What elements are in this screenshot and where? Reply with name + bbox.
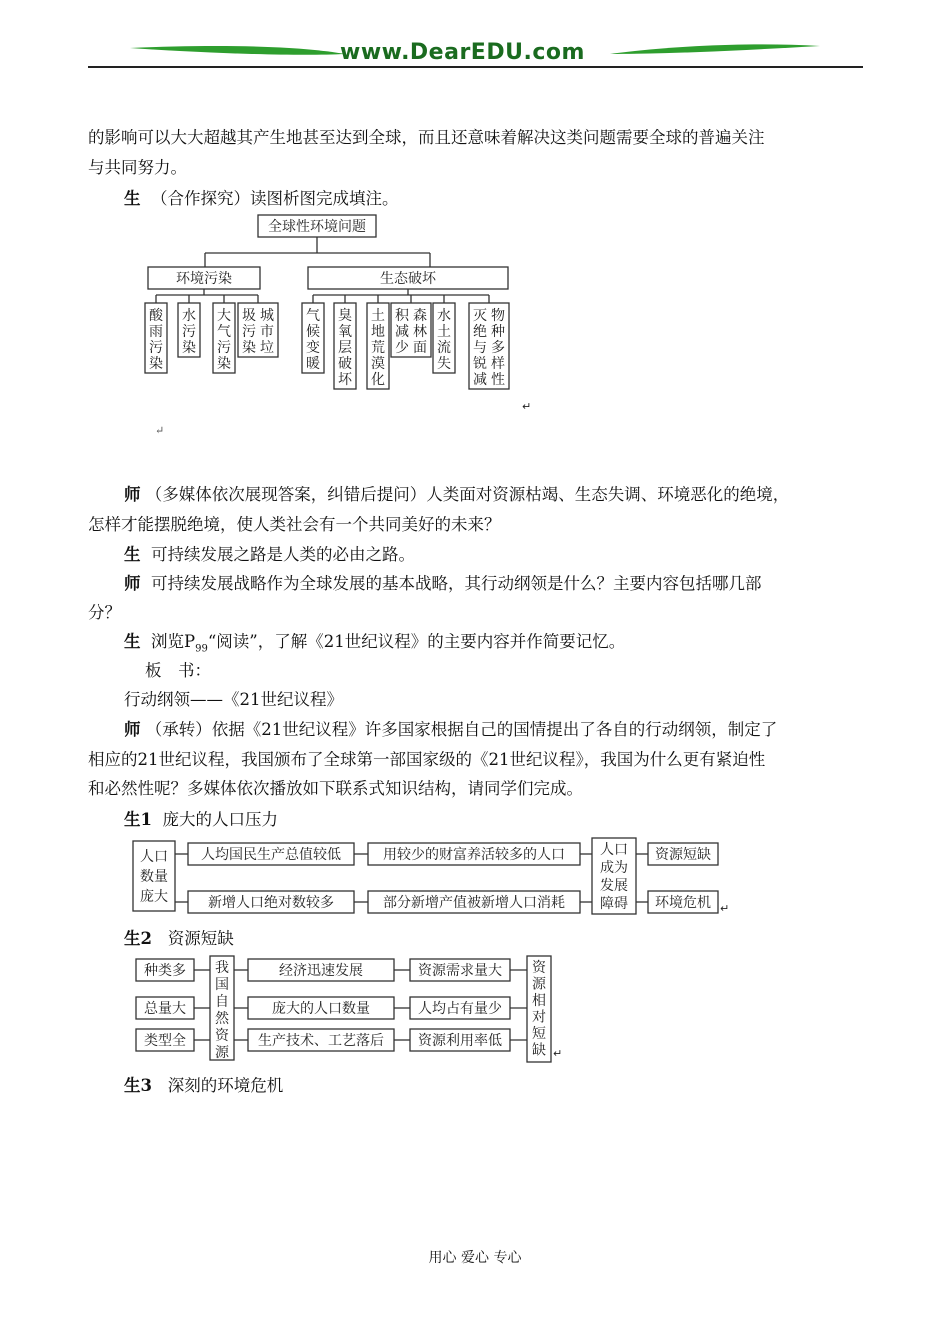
svg-text:土: 土 — [371, 308, 385, 324]
svg-text:地: 地 — [371, 324, 385, 340]
svg-text:氧: 氧 — [338, 324, 352, 340]
student-a1: 生 可持续发展之路是人类的必由之路。 — [124, 545, 415, 564]
svg-text:样: 样 — [491, 356, 505, 372]
svg-text:↵: ↵ — [553, 1047, 563, 1060]
svg-text:面: 面 — [413, 340, 427, 356]
teacher-q2-line2: 分？ — [88, 603, 121, 622]
svg-text:污: 污 — [217, 340, 231, 356]
svg-text:自: 自 — [215, 994, 229, 1010]
diagram1-root: 全球性环境问题 — [268, 219, 366, 235]
svg-text:失: 失 — [437, 356, 451, 372]
diagram1-leaf-物种多样性灭绝与锐减-col2 — [473, 308, 487, 388]
diagram1-branch1: 环境污染 — [176, 271, 232, 287]
svg-text:少: 少 — [395, 340, 409, 356]
teacher-q2-line1: 师 可持续发展战略作为全球发展的基本战略，其行动纲领是什么？主要内容包括哪几部 — [124, 574, 762, 593]
diagram1-leaf-森林面积减少-col2 — [395, 308, 410, 356]
svg-text:物: 物 — [491, 308, 505, 324]
diagram2-top1: 人均国民生产总值较低 — [201, 847, 341, 863]
svg-text:染: 染 — [217, 356, 231, 372]
svg-text:对: 对 — [532, 1009, 546, 1026]
diagram3-cause: 生产技术、工艺落后 — [258, 1033, 384, 1049]
diagram1-leaf-土地荒漠化 — [371, 307, 385, 388]
svg-text:漠: 漠 — [371, 356, 385, 372]
svg-text:水: 水 — [182, 308, 196, 324]
diagram2-middle-line: 障碍 — [600, 896, 628, 912]
svg-text:染: 染 — [149, 356, 163, 372]
diagram2-top2: 用较少的财富养活较多的人口 — [383, 847, 565, 863]
svg-text:破: 破 — [338, 356, 352, 372]
board-line: 行动纲领——《21世纪议程》 — [124, 690, 343, 709]
svg-text:荒: 荒 — [371, 340, 385, 356]
diagram1-leaf-城市垃圾污染-col2 — [242, 307, 256, 356]
svg-text:圾: 圾 — [242, 308, 256, 324]
return-mark: ↵ — [155, 424, 165, 437]
svg-text:森: 森 — [413, 308, 427, 324]
svg-text:源: 源 — [532, 976, 546, 993]
diagram2-result1: 资源短缺 — [655, 847, 711, 863]
diagram3-trait: 类型全 — [144, 1033, 186, 1049]
svg-text:层: 层 — [338, 340, 352, 356]
diagram2-bot1: 新增人口绝对数较多 — [208, 895, 334, 911]
student-a2: 生 浏览$P_{99}“$阅读”，了解《21世纪议程》的主要内容并作简要记忆。 — [124, 632, 626, 655]
svg-text:减: 减 — [473, 372, 487, 388]
header-rule — [88, 66, 863, 68]
sheng3-heading: 生3 深刻的环境危机 — [124, 1076, 284, 1095]
diagram3-center — [215, 960, 230, 1061]
diagram3-trait: 种类多 — [144, 963, 186, 979]
diagram3-effect: 人均占有量少 — [418, 1001, 502, 1017]
svg-text:多: 多 — [491, 340, 505, 356]
diagram3-effect: 资源需求量大 — [418, 963, 502, 979]
diagram2-left-line: 人口 — [140, 849, 168, 865]
diagram2-left-line: 数量 — [140, 869, 168, 885]
svg-text:污: 污 — [149, 340, 163, 356]
teacher-transition-line3: 和必然性呢？多媒体依次播放如下联系式知识结构，请同学们完成。 — [88, 779, 583, 798]
teacher-q1-line2: 怎样才能摆脱绝境，使人类社会有一个共同美好的未来？ — [88, 515, 501, 534]
sheng1-heading: 生1 庞大的人口压力 — [124, 810, 278, 829]
svg-text:气: 气 — [217, 324, 231, 340]
svg-text:化: 化 — [371, 372, 385, 388]
svg-text:流: 流 — [437, 340, 451, 356]
svg-text:然: 然 — [215, 1011, 229, 1027]
diagram2-bot2: 部分新增产值被新增人口消耗 — [383, 895, 565, 911]
svg-text:垃: 垃 — [260, 340, 274, 356]
board-label: 板 书： — [145, 661, 211, 680]
svg-text:染: 染 — [182, 340, 196, 356]
environment-problems-diagram — [140, 210, 540, 440]
svg-text:灭: 灭 — [473, 308, 487, 324]
svg-text:大: 大 — [217, 308, 231, 324]
svg-text:资: 资 — [532, 960, 546, 976]
diagram1-leaf-水土流失 — [437, 307, 451, 372]
diagram1-leaf-气候变暖 — [306, 308, 320, 372]
diagram2-middle-line: 成为 — [600, 860, 628, 876]
diagram3-result — [532, 960, 547, 1059]
diagram1-leaf-物种多样性灭绝与锐减-col1 — [491, 307, 505, 388]
svg-text:性: 性 — [491, 372, 505, 388]
diagram1-leaf-大气污染 — [217, 307, 231, 372]
svg-text:↵: ↵ — [522, 400, 532, 413]
svg-text:短: 短 — [532, 1026, 546, 1042]
diagram3-effect: 资源利用率低 — [418, 1033, 502, 1049]
diagram1-leaf-酸雨污染 — [149, 308, 164, 372]
svg-text:污: 污 — [242, 324, 256, 340]
svg-text:资: 资 — [215, 1028, 229, 1044]
svg-text:源: 源 — [215, 1045, 229, 1061]
teacher-q1-line1: 师 （多媒体依次展现答案，纠错后提问）人类面对资源枯竭、生态失调、环境恶化的绝境， — [124, 485, 790, 504]
site-logo[interactable]: www.DearEDU.com — [340, 40, 585, 65]
svg-text:锐: 锐 — [473, 356, 487, 372]
svg-text:与: 与 — [473, 340, 487, 356]
svg-text:土: 土 — [437, 324, 451, 340]
diagram3-cause: 庞大的人口数量 — [272, 1001, 370, 1017]
svg-text:绝: 绝 — [473, 324, 487, 340]
svg-text:暖: 暖 — [306, 356, 320, 372]
cooperate-line: 生 （合作探究）读图析图完成填注。 — [124, 189, 399, 208]
diagram1-leaf-森林面积减少-col1 — [413, 307, 427, 356]
diagram3-cause: 经济迅速发展 — [279, 963, 363, 979]
svg-text:种: 种 — [491, 324, 505, 340]
svg-text:雨: 雨 — [149, 324, 163, 340]
svg-text:坏: 坏 — [338, 372, 352, 388]
diagram3-trait: 总量大 — [144, 1001, 186, 1017]
diagram2-left-line: 庞大 — [140, 889, 168, 905]
diagram1-leaf-臭氧层破坏 — [338, 308, 353, 388]
svg-text:积: 积 — [395, 308, 409, 324]
svg-text:相: 相 — [532, 993, 546, 1009]
svg-text:市: 市 — [260, 324, 274, 340]
diagram1-leaf-城市垃圾污染-col1 — [260, 308, 274, 356]
teacher-transition-line2: 相应的21世纪议程，我国颁布了全球第一部国家级的《21世纪议程》，我国为什么更有紧迫性 — [88, 750, 766, 769]
population-pressure-diagram — [130, 836, 740, 918]
svg-text:我: 我 — [215, 960, 229, 976]
svg-text:气: 气 — [306, 308, 320, 324]
svg-text:国: 国 — [215, 977, 229, 993]
page-footer: 用心 爱心 专心 — [428, 1250, 522, 1266]
svg-text:染: 染 — [242, 340, 256, 356]
svg-text:候: 候 — [306, 324, 320, 340]
svg-text:变: 变 — [306, 340, 320, 356]
diagram2-result2: 环境危机 — [655, 895, 711, 911]
svg-text:↵: ↵ — [720, 902, 730, 915]
para1-line1: 的影响可以大大超越其产生地甚至达到全球，而且还意味着解决这类问题需要全球的普遍关注 — [88, 128, 765, 147]
diagram1-leaf-水污染 — [182, 307, 196, 356]
svg-text:城: 城 — [260, 308, 274, 324]
svg-text:污: 污 — [182, 324, 196, 340]
para1-line2: 与共同努力。 — [88, 158, 187, 177]
resource-shortage-diagram — [132, 953, 572, 1065]
svg-text:缺: 缺 — [532, 1042, 546, 1059]
svg-text:林: 林 — [413, 324, 427, 340]
sheng2-heading: 生2 资源短缺 — [124, 929, 234, 948]
svg-text:水: 水 — [437, 308, 451, 324]
diagram2-middle-line: 人口 — [600, 842, 628, 858]
diagram1-branch2: 生态破坏 — [380, 271, 436, 287]
svg-text:减: 减 — [395, 324, 409, 340]
svg-text:臭: 臭 — [338, 308, 352, 324]
svg-text:酸: 酸 — [149, 308, 163, 324]
teacher-transition-line1: 师 （承转）依据《21世纪议程》许多国家根据自己的国情提出了各自的行动纲领，制定了 — [124, 720, 778, 739]
diagram2-middle-line: 发展 — [600, 878, 628, 894]
